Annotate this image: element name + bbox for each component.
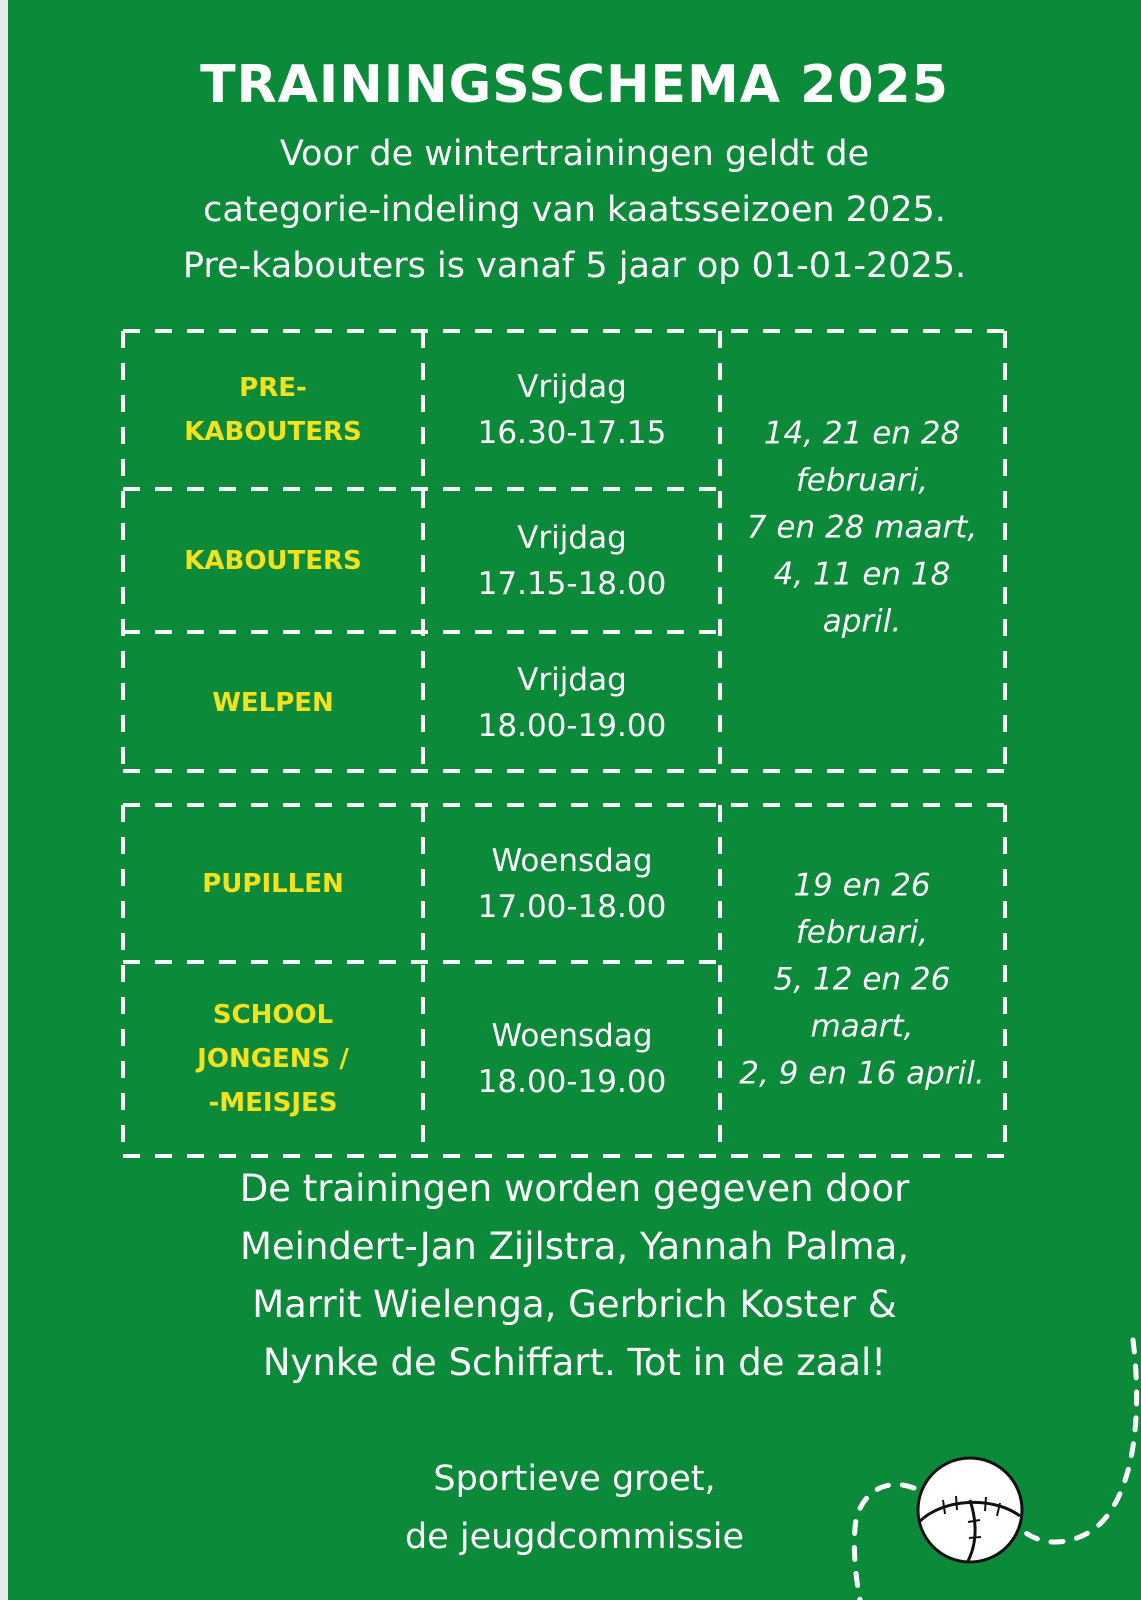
outro-line: Meindert-Jan Zijlstra, Yannah Palma, <box>239 1225 910 1268</box>
date-line: 4, 11 en 18 <box>773 556 951 593</box>
day-label: Woensdag <box>491 843 653 879</box>
date-line: 14, 21 en 28 <box>763 415 961 452</box>
category-label: WELPEN <box>212 688 334 718</box>
category-label: PRE- <box>239 373 307 403</box>
dotted-trajectory <box>854 1485 914 1600</box>
category-label: KABOUTERS <box>184 417 362 447</box>
day-label: Woensdag <box>491 1018 653 1054</box>
outro-line: De trainingen worden gegeven door <box>239 1167 910 1210</box>
category-label: PUPILLEN <box>202 869 344 899</box>
date-line: februari, <box>795 462 929 499</box>
category-label: KABOUTERS <box>184 546 362 576</box>
page-edge <box>0 0 8 1600</box>
date-line: 7 en 28 maart, <box>746 509 978 546</box>
signature-line: de jeugdcommissie <box>404 1517 745 1557</box>
poster <box>8 0 1141 1600</box>
signature-line: Sportieve groet, <box>433 1459 716 1499</box>
category-label: -MEISJES <box>208 1088 338 1118</box>
time-label: 17.15-18.00 <box>477 566 667 602</box>
ball-illustration <box>8 0 1141 1600</box>
outro-line: Nynke de Schiffart. Tot in de zaal! <box>262 1341 887 1384</box>
date-line: 5, 12 en 26 <box>773 961 951 998</box>
category-label: SCHOOL <box>212 1000 334 1030</box>
day-label: Vrijdag <box>517 369 627 405</box>
dotted-trajectory <box>1026 1340 1137 1542</box>
intro-line: categorie-indeling van kaatsseizoen 2025. <box>203 190 946 230</box>
day-label: Vrijdag <box>517 662 627 698</box>
poster-title: TRAININGSSCHEMA 2025 <box>200 55 949 115</box>
intro-line: Pre-kabouters is vanaf 5 jaar op 01-01-2025. <box>182 246 967 286</box>
date-line: februari, <box>795 914 929 951</box>
time-label: 18.00-19.00 <box>477 708 667 744</box>
time-label: 17.00-18.00 <box>477 889 667 925</box>
day-label: Vrijdag <box>517 520 627 556</box>
date-line: 19 en 26 <box>793 867 931 904</box>
time-label: 16.30-17.15 <box>477 415 667 451</box>
kaatsbal-icon <box>918 1458 1022 1562</box>
date-line: 2, 9 en 16 april. <box>739 1055 985 1092</box>
outro-line: Marrit Wielenga, Gerbrich Koster & <box>252 1283 897 1326</box>
date-line: maart, <box>810 1008 914 1045</box>
intro-line: Voor de wintertrainingen geldt de <box>279 134 870 174</box>
time-label: 18.00-19.00 <box>477 1064 667 1100</box>
category-label: JONGENS / <box>197 1044 349 1074</box>
date-line: april. <box>822 603 902 640</box>
